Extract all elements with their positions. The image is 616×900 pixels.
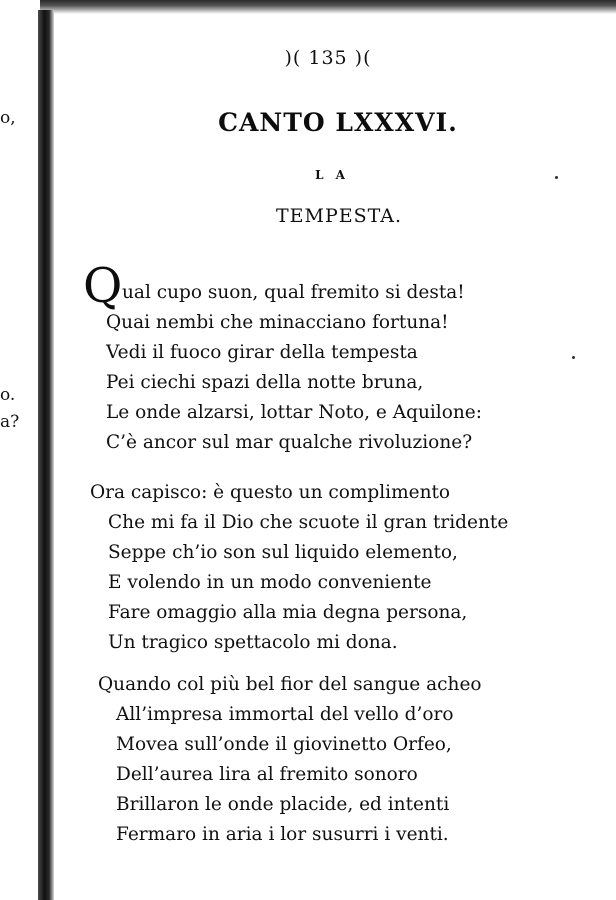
verse-line: Fare omaggio alla mia degna persona, <box>108 602 468 623</box>
verse-line: Seppe ch’io son sul liquido elemento, <box>108 542 458 563</box>
page-number: )( 135 )( <box>284 47 372 69</box>
verse-line: Dell’aurea lira al fremito sonoro <box>116 764 418 785</box>
left-page-fragment: a? <box>0 412 20 432</box>
verse-line: Movea sull’onde il giovinetto Orfeo, <box>116 734 452 755</box>
print-speck <box>555 176 558 179</box>
verse-line: C’è ancor sul mar qualche rivoluzione? <box>106 432 473 453</box>
verse-line: Le onde alzarsi, lottar Noto, e Aquilone: <box>106 402 482 423</box>
canto-title: CANTO LXXXVI. <box>218 108 458 137</box>
page-top-edge <box>0 0 616 14</box>
verse-line: Quando col più bel fior del sangue acheo <box>98 674 482 695</box>
verse-line: Brillaron le onde placide, ed intenti <box>116 794 450 815</box>
stanza-3 <box>98 670 482 850</box>
book-gutter <box>38 10 54 900</box>
canto-article: LA <box>315 168 357 182</box>
verse-line: Ora capisco: è questo un complimento <box>90 482 451 503</box>
verse-line: Pei ciechi spazi della notte bruna, <box>106 372 424 393</box>
verse-line: Un tragico spettacolo mi dona. <box>108 632 398 653</box>
verse-line: Fermaro in aria i lor susurri i venti. <box>116 824 449 845</box>
verse-line: All’impresa immortal del vello d’oro <box>116 704 454 725</box>
verse-line: ual cupo suon, qual fremito si desta! <box>122 282 465 303</box>
print-speck <box>572 356 575 359</box>
verse-line: Vedi il fuoco girar della tempesta <box>106 342 418 363</box>
left-page-fragment: o. <box>0 385 16 405</box>
canto-subtitle: TEMPESTA. <box>275 205 403 227</box>
verse-line: E volendo in un modo conveniente <box>108 572 432 593</box>
drop-cap: Q <box>83 258 123 314</box>
verse-line: Che mi fa il Dio che scuote il gran tridente <box>108 512 509 533</box>
verse-line: Quai nembi che minacciano fortuna! <box>106 312 449 333</box>
stanza-2 <box>90 478 508 658</box>
left-page-fragment: o, <box>0 108 16 128</box>
stanza-1 <box>106 278 482 458</box>
